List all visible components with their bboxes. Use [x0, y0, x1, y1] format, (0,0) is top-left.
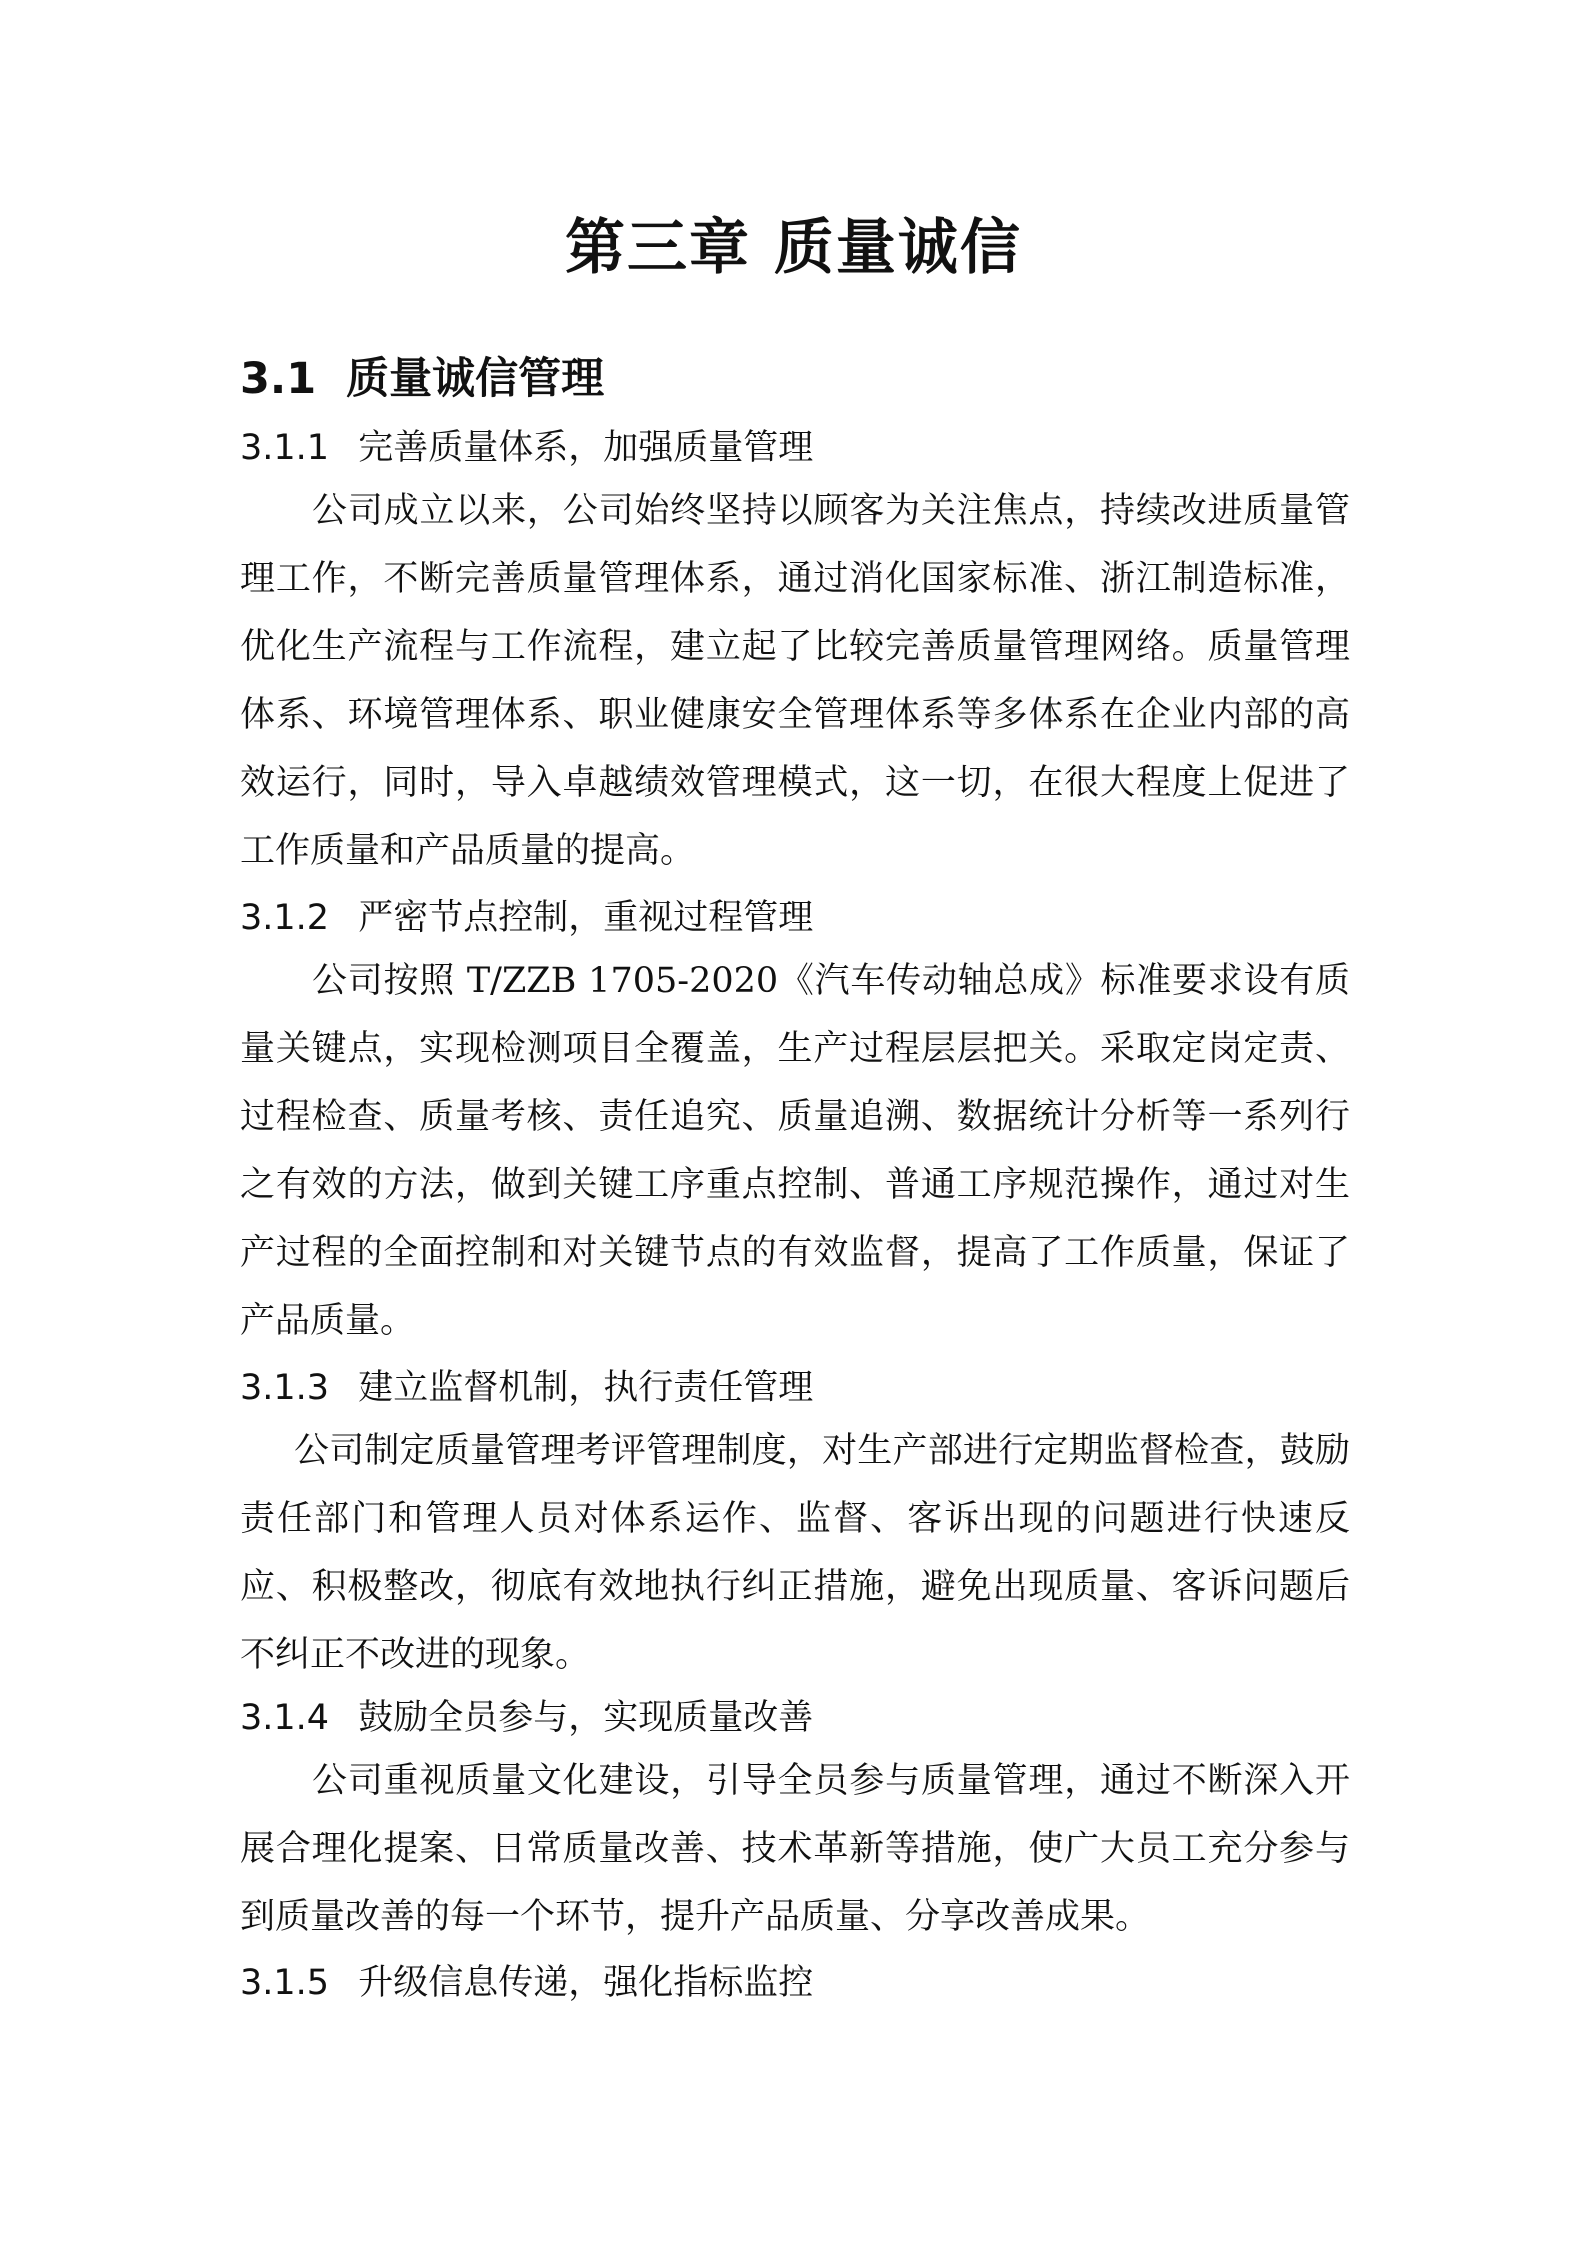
paragraph-3-1-3: 公司制定质量管理考评管理制度，对生产部进行定期监督检查，鼓励责任部门和管理人员对体系运作、监督、客诉出现的问题进行快速反应、积极整改，彻底有效地执行纠正措施，避免出现质量、客诉问题后不纠正不改进的现象。 — [240, 1431, 1350, 1675]
section-heading — [240, 345, 604, 406]
paragraph-3-1-1: 公司成立以来，公司始终坚持以顾客为关注焦点，持续改进质量管理工作，不断完善质量管理体系，通过消化国家标准、浙江制造标准，优化生产流程与工作流程，建立起了比较完善质量管理网络。质量管理体系、环境管理体系、职业健康安全管理体系等多体系在企业内部的高效运行，同时，导入卓越绩效管理模式，这一切，在很大程度上促进了工作质量和产品质量的提高。 — [240, 491, 1350, 871]
subsection-heading-3-1-1 — [240, 420, 813, 470]
subsection-number: 3.1.3 — [240, 1368, 330, 1408]
subsection-title: 升级信息传递，强化指标监控 — [358, 1963, 814, 2003]
paragraph-3-1-4: 公司重视质量文化建设，引导全员参与质量管理，通过不断深入开展合理化提案、日常质量改善、技术革新等措施，使广大员工充分参与到质量改善的每一个环节，提升产品质量、分享改善成果。 — [240, 1761, 1350, 1937]
section-number: 3.1 — [240, 354, 317, 404]
paragraph-3-1-2: 公司按照 T/ZZB 1705-2020《汽车传动轴总成》标准要求设有质量关键点，实现检测项目全覆盖，生产过程层层把关。采取定岗定责、过程检查、质量考核、责任追究、质量追溯、数据统计分析等一系列行之有效的方法，做到关键工序重点控制、普通工序规范操作，通过对生产过程的全面控制和对关键节点的有效监督，提高了工作质量，保证了产品质量。 — [240, 961, 1350, 1341]
subsection-title: 严密节点控制，重视过程管理 — [358, 898, 814, 938]
subsection-title: 鼓励全员参与，实现质量改善 — [358, 1698, 814, 1738]
subsection-heading-3-1-2 — [240, 890, 813, 940]
subsection-number: 3.1.1 — [240, 428, 330, 468]
chapter-title: 第三章 质量诚信 — [565, 213, 1022, 283]
subsection-title: 建立监督机制，执行责任管理 — [358, 1368, 814, 1408]
subsection-heading-3-1-3 — [240, 1360, 813, 1410]
subsection-heading-3-1-5 — [240, 1955, 813, 2005]
section-title: 质量诚信管理 — [346, 354, 605, 404]
subsection-number: 3.1.2 — [240, 898, 330, 938]
subsection-number: 3.1.5 — [240, 1963, 330, 2003]
subsection-title: 完善质量体系，加强质量管理 — [358, 428, 814, 468]
subsection-heading-3-1-4 — [240, 1690, 813, 1740]
subsection-number: 3.1.4 — [240, 1698, 330, 1738]
